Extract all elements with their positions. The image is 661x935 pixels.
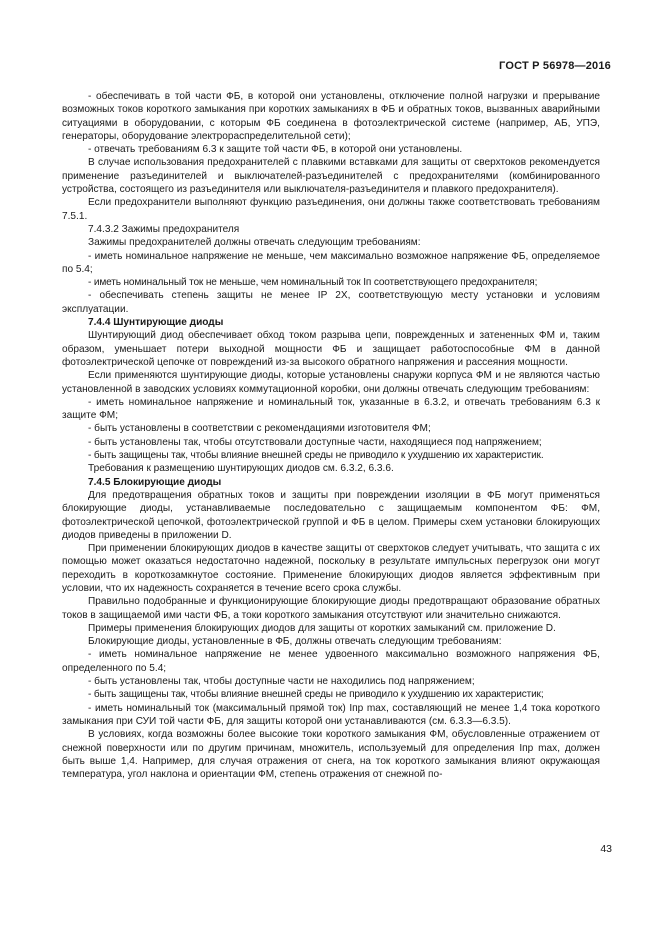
list-item: - отвечать требованиям 6.3 к защите той части ФБ, в которой они установлены. (88, 144, 463, 156)
paragraph: Зажимы предохранителей должны отвечать следующим требованиям: (88, 237, 421, 249)
paragraph: Для предотвращения обратных токов и защиты при повреждении изоляции в ФБ могут применяться блокирующие диоды, устанавливаемые последовательно с защищаемым компонентом ФБ: ФМ, фотоэлектрической цепочкой, фотоэлектрической группой и ФБ в целом. Примеры схем установки блокирующих диодов приведены в приложении D. (62, 489, 600, 541)
list-item: - иметь номинальный ток (максимальный прямой ток) Iпр max, составляющий не менее 1,4 тока короткого замыкания при СУИ той части ФБ, для защиты которой они устанавливаются (см. 6.3.3—6.3.5). (62, 702, 600, 727)
subsection-heading: 7.4.3.2 Зажимы предохранителя (88, 223, 240, 235)
paragraph: Если предохранители выполняют функцию разъединения, они должны также соответствовать требованиям 7.5.1. (62, 197, 600, 222)
page-number: 43 (600, 843, 612, 855)
list-item: - иметь номинальное напряжение не менее удвоенного максимально возможного напряжения ФБ, определенного по 5.4; (62, 649, 600, 674)
paragraph: В условиях, когда возможны более высокие токи короткого замыкания ФМ, обусловленные отражением от снежной поверхности или по другим причинам, множитель, используемый для определения Iпр max, должен быть выше 1,4. Например, для случая отражения от снега, на ток короткого замыкания влияют окружающая температура, угол наклона и ориентации ФМ, степень отражения от снежной по- (62, 729, 600, 781)
list-item: - быть установлены так, чтобы отсутствовали доступные части, находящиеся под напряжением; (88, 436, 542, 448)
body-text (62, 90, 600, 781)
paragraph: При применении блокирующих диодов в качестве защиты от сверхтоков следует учитывать, что защита с их помощью может оказаться недостаточно надежной, поскольку в результате импульсных перегрузок они могут переходить в короткозамкнутое состояние. Применение блокирующих диодов является эффективным при условии, что их надежность сохраняется в течение всего срока службы. (62, 543, 600, 594)
list-item: - иметь номинальное напряжение и номинальный ток, указанные в 6.3.2, и отвечать требованиям 6.3 к защите ФМ; (62, 396, 600, 422)
list-item: - быть установлены в соответствии с рекомендациями изготовителя ФМ; (88, 423, 431, 435)
document-header: ГОСТ Р 56978—2016 (499, 60, 611, 72)
paragraph: В случае использования предохранителей с плавкими вставками для защиты от сверхтоков рекомендуется применение разъединителей и выключателей-разъединителей с предохранителями (комбинированного устройства, состоящего из разъединителя или выключателя-разъединителя и плавкого предохранителя). (62, 157, 600, 196)
list-item: - обеспечивать степень защиты не менее IP 2X, соответствующую месту установки и условиям эксплуатации. (62, 290, 600, 315)
list-item: - обеспечивать в той части ФБ, в которой они установлены, отключение полной нагрузки и прерывание возможных токов короткого замыкания при коротких замыканиях в ФБ и обратных токов, вызванных аварийными ситуациями в оборудовании, с которым ФБ соединена в фотоэлектрической системе (например, АБ, УПЭ, генераторы, оборудование электрораспределительной сети); (62, 91, 600, 142)
list-item: - быть защищены так, чтобы влияние внешней среды не приводило к ухудшению их характеристик. (88, 450, 544, 462)
list-item: - иметь номинальное напряжение не меньше, чем максимально возможное напряжение ФБ, определяемое по 5.4; (62, 250, 600, 275)
list-item: - иметь номинальный ток не меньше, чем номинальный ток Iп соответствующего предохранителя; (88, 277, 538, 289)
paragraph: Блокирующие диоды, установленные в ФБ, должны отвечать следующим требованиям: (88, 636, 502, 648)
paragraph: Правильно подобранные и функционирующие блокирующие диоды предотвращают образование обратных токов в защищаемой ими части ФБ, а токи короткого замыкания отсутствуют или значительно снижаются. (62, 596, 600, 621)
section-heading: 7.4.4 Шунтирующие диоды (88, 317, 224, 329)
paragraph: Требования к размещению шунтирующих диодов см. 6.3.2, 6.3.6. (88, 463, 394, 475)
list-item: - быть установлены так, чтобы доступные части не находились под напряжением; (88, 676, 475, 688)
paragraph: Шунтирующий диод обеспечивает обход током разрыва цепи, поврежденных и затененных ФМ и, таким образом, уменьшает потери выходной мощности ФБ и защищает работоспособные ФМ в данной фотоэлектрической цепочке от повреждений из-за высокого обратного напряжения и рассеяния мощности. (62, 330, 600, 368)
paragraph: Примеры применения блокирующих диодов для защиты от коротких замыканий см. приложение D. (88, 622, 556, 634)
list-item: - быть защищены так, чтобы влияние внешней среды не приводило к ухудшению их характеристик; (88, 689, 544, 701)
section-heading: 7.4.5 Блокирующие диоды (88, 476, 222, 488)
paragraph: Если применяются шунтирующие диоды, которые установлены снаружи корпуса ФМ и не являются частью установленной в заводских условиях коммутационной коробки, они должны отвечать следующим требованиям: (62, 370, 600, 395)
